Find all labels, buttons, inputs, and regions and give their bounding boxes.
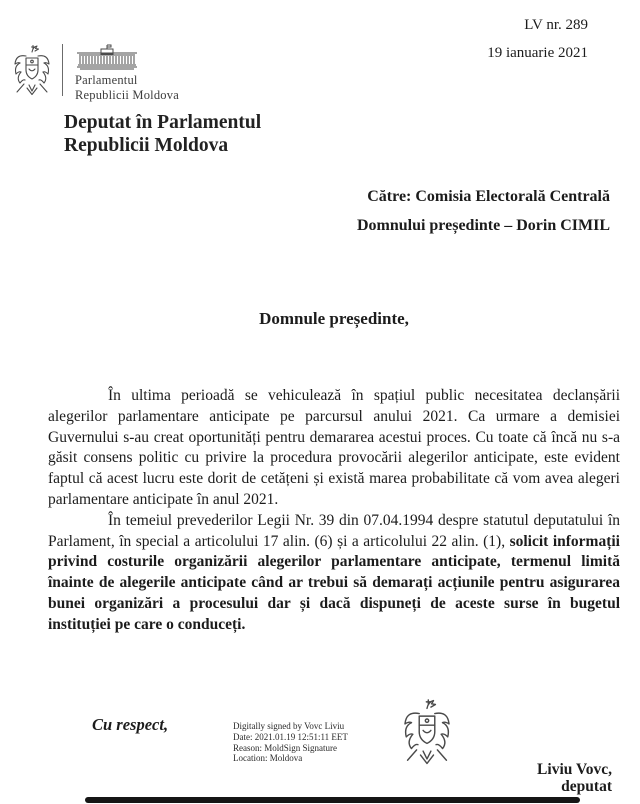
paragraph2-normal-text: În temeiul prevederilor Legii Nr. 39 din 07.04.1994 despre statutul deputatului în Parlament, în special a articolului 17 alin. (6) și a articolului 22 alin. (1), [48,511,620,550]
letter-body [48,386,620,636]
addressee-line2: Domnului președinte – Dorin CIMIL [356,216,610,234]
closing-phrase: Cu respect, [92,715,169,734]
addressee-block [357,183,610,240]
deputy-title [64,112,261,157]
logo-divider [62,44,63,96]
paragraph2-request-bold-text: solicit informații privind costurile organizării alegerilor parlamentare anticipate, termenul limită înainte de alegerile anticipate când ar trebui să demarați acțiunile pentru asigurarea bunei organizări a procesului dar și dacă dispuneți de aceste surse în bugetul instituției pe care o conduceți. [48,532,620,633]
digital-signature-line-reason: Reason: MoldSign Signature [233,742,337,753]
deputy-title-line1: Deputat în Parlamentul [64,112,262,133]
addressee-line1: Către: Comisia Electorală Centrală [367,188,610,205]
footer-rule [85,797,580,803]
moldova-coat-of-arms-icon [12,44,52,98]
signer-title: deputat [561,777,612,795]
salutation: Domnule președinte, [259,309,409,328]
parliament-building-icon [75,44,139,70]
body-paragraph-2 [48,511,620,636]
institution-name-line1: Parlamentul [75,73,138,87]
digital-signature-line-date: Date: 2021.01.19 12:51:11 EET [233,731,348,742]
body-paragraph-1: În ultima perioadă se vehiculează în spațiul public necesitatea declanșării alegerilor parlamentare anticipate pe parcursul anului 2021. Ca urmare a demisiei Guvernului s-au creat oportunități pentru demararea acestui proces. Cu toate că încă nu s-a găsit consens politic cu privire la procedura provocării alegerilor anticipate, este evident faptul că acest lucru este dorit de cetățeni și există marea probabilitate că vom avea alegeri parlamentare anticipate în anul 2021. [48,387,620,508]
institution-name-line2: Republicii Moldova [75,87,179,102]
parliament-letterhead [12,44,179,102]
reference-block [487,16,588,62]
digital-signature-details [233,721,348,764]
reference-number: LV nr. 289 [524,17,588,33]
digital-signature-line-location: Location: Moldova [233,753,303,764]
signer-block [537,762,612,795]
letter-date: 19 ianuarie 2021 [487,45,588,61]
state-emblem-stamp-icon [399,698,455,768]
signer-name: Liviu Vovc, [537,761,612,778]
deputy-title-line2: Republicii Moldova [64,134,229,156]
digital-signature-line-signedby: Digitally signed by Vovc Liviu [233,721,345,731]
